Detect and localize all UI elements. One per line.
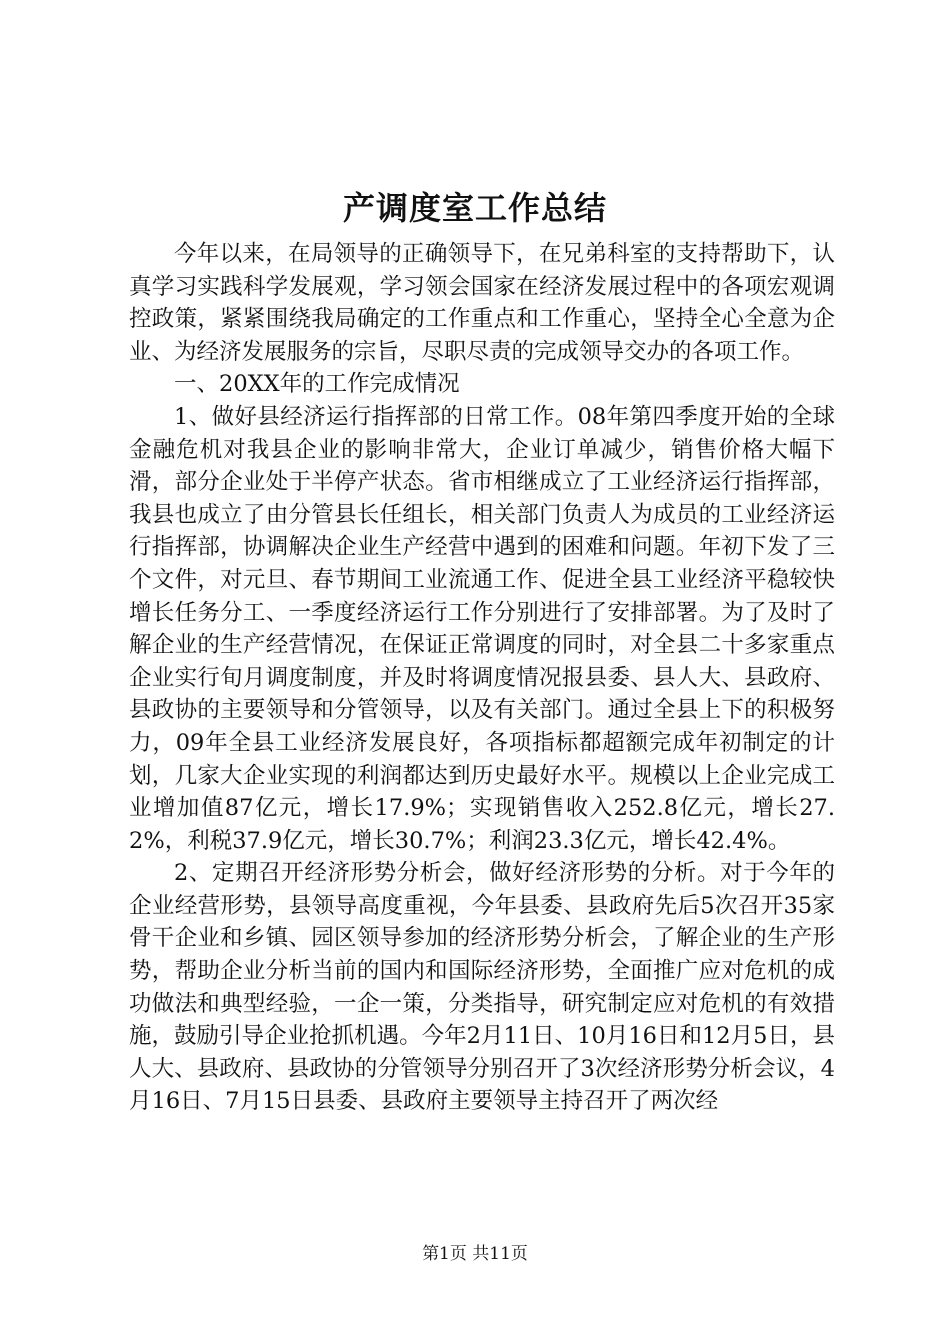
- paragraph-item-1: 1、做好县经济运行指挥部的日常工作。08年第四季度开始的全球金融危机对我县企业的影响非常大，企业订单减少，销售价格大幅下滑，部分企业处于半停产状态。省市相继成立了工业经济运行指挥部，我县也成立了由分管县长任组长，相关部门负责人为成员的工业经济运行指挥部，协调解决企业生产经营中遇到的困难和问题。年初下发了三个文件，对元旦、春节期间工业流通工作、促进全县工业经济平稳较快增长任务分工、一季度经济运行工作分别进行了安排部署。为了及时了解企业的生产经营情况，在保证正常调度的同时，对全县二十多家重点企业实行旬月调度制度，并及时将调度情况报县委、县人大、县政府、县政协的主要领导和分管领导，以及有关部门。通过全县上下的积极努力，09年全县工业经济发展良好，各项指标都超额完成年初制定的计划，几家大企业实现的利润都达到历史最好水平。规模以上企业完成工业增加值87亿元，增长17.9%；实现销售收入252.8亿元，增长27.2%，利税37.9亿元，增长30.7%；利润23.3亿元，增长42.4%。: [129, 403, 835, 854]
- document-body: [129, 238, 835, 1118]
- document-title: 产调度室工作总结: [342, 189, 607, 227]
- paragraph-intro: 今年以来，在局领导的正确领导下，在兄弟科室的支持帮助下，认真学习实践科学发展观，学习领会国家在经济发展过程中的各项宏观调控政策，紧紧围绕我局确定的工作重点和工作重心，坚持全心全意为企业、为经济发展服务的宗旨，尽职尽责的完成领导交办的各项工作。: [129, 241, 835, 365]
- paragraph-item-2: 2、定期召开经济形势分析会，做好经济形势的分析。对于今年的企业经营形势，县领导高度重视，今年县委、县政府先后5次召开35家骨干企业和乡镇、园区领导参加的经济形势分析会，了解企业的生产形势，帮助企业分析当前的国内和国际经济形势，全面推广应对危机的成功做法和典型经验，一企一策，分类指导，研究制定应对危机的有效措施，鼓励引导企业抢抓机遇。今年2月11日、10月16日和12月5日，县人大、县政府、县政协的分管领导分别召开了3次经济形势分析会议，4月16日、7月15日县委、县政府主要领导主持召开了两次经: [129, 860, 835, 1115]
- section-heading: 一、20XX年的工作完成情况: [174, 371, 460, 398]
- page-indicator: 第1页 共11页: [422, 1244, 528, 1264]
